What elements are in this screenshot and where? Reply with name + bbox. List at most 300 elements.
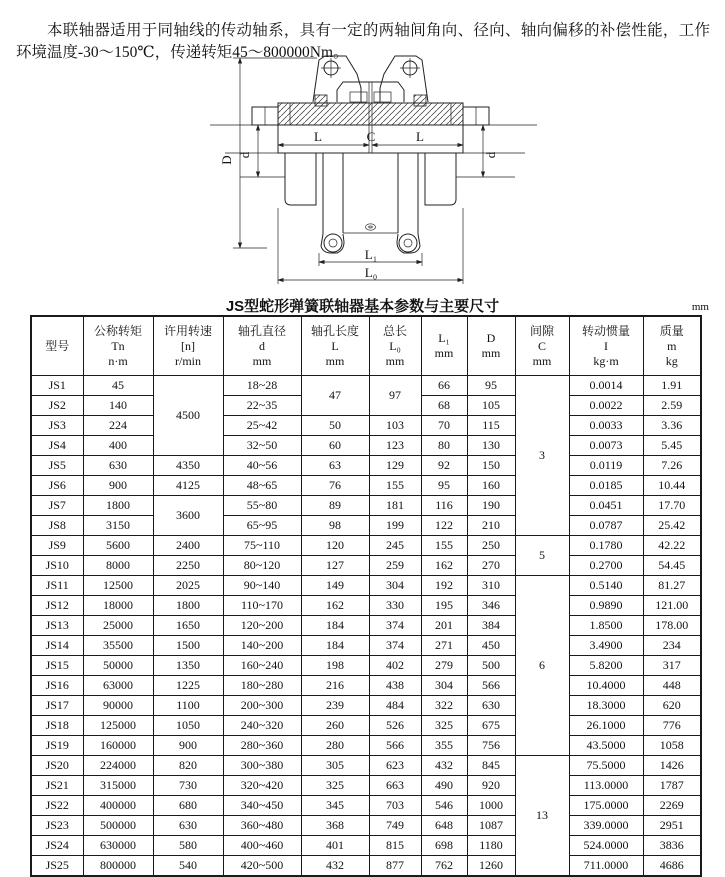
value-cell: 50000 [83,656,153,676]
value-cell: 18.3000 [569,696,643,716]
value-cell: 198 [301,656,369,676]
value-cell: 374 [369,616,421,636]
value-cell: 8000 [83,556,153,576]
model-cell: JS6 [31,476,83,496]
bolt-right-icon [399,234,417,252]
value-cell: 438 [369,676,421,696]
value-cell: 116 [421,496,467,516]
value-cell: 130 [467,436,515,456]
value-cell: 815 [369,836,421,856]
value-cell: 184 [301,616,369,636]
value-cell: 566 [467,676,515,696]
value-cell: 1787 [643,776,701,796]
value-cell: 630 [467,696,515,716]
value-cell: 162 [421,556,467,576]
value-cell: 240~320 [223,716,301,736]
value-cell: 201 [421,616,467,636]
value-cell: 162 [301,596,369,616]
hub-left [285,153,316,205]
value-cell: 1100 [153,696,223,716]
value-cell: 123 [369,436,421,456]
value-cell: 260 [301,716,369,736]
model-cell: JS20 [31,756,83,776]
table-row [31,696,701,716]
value-cell: 155 [421,536,467,556]
value-cell: 580 [153,836,223,856]
value-cell: 32~50 [223,436,301,456]
value-cell: 81.27 [643,576,701,596]
value-cell: 42.22 [643,536,701,556]
value-cell: 2250 [153,556,223,576]
table-row [31,516,701,536]
table-body [31,376,701,877]
value-cell: 270 [467,556,515,576]
value-cell: 200~300 [223,696,301,716]
model-cell: JS14 [31,636,83,656]
value-cell: 1800 [83,496,153,516]
model-cell: JS19 [31,736,83,756]
value-cell: 304 [421,676,467,696]
bolt-hole-left-icon [321,58,341,78]
value-cell: 0.0033 [569,416,643,436]
cap-detail-right [374,92,391,102]
value-cell: 140 [83,396,153,416]
value-cell: 5.45 [643,436,701,456]
value-cell: 703 [369,796,421,816]
value-cell: 68 [421,396,467,416]
value-cell: 234 [643,636,701,656]
value-cell: 3836 [643,836,701,856]
value-cell: 346 [467,596,515,616]
table-row [31,636,701,656]
value-cell: 1050 [153,716,223,736]
model-cell: JS9 [31,536,83,556]
value-cell: 325 [421,716,467,736]
value-cell: 47 [301,376,369,416]
value-cell: 630 [153,816,223,836]
table-row [31,436,701,456]
value-cell: 17.70 [643,496,701,516]
col-header-gap_C: 间隙 C mm [515,316,569,376]
model-cell: JS17 [31,696,83,716]
table-row [31,816,701,836]
value-cell: 762 [421,856,467,877]
value-cell: 181 [369,496,421,516]
value-cell: 110~170 [223,596,301,616]
value-cell: 127 [301,556,369,576]
table-unit-note: mm [691,301,709,313]
value-cell: 120 [301,536,369,556]
value-cell: 756 [467,736,515,756]
value-cell: 45 [83,376,153,396]
value-cell: 4686 [643,856,701,877]
table-row [31,616,701,636]
col-header-D: D mm [467,316,515,376]
table-row [31,576,701,596]
model-cell: JS13 [31,616,83,636]
value-cell: 75.5000 [569,756,643,776]
model-cell: JS12 [31,596,83,616]
value-cell: 239 [301,696,369,716]
value-cell: 60 [301,436,369,456]
model-cell: JS22 [31,796,83,816]
value-cell: 368 [301,816,369,836]
value-cell: 160000 [83,736,153,756]
value-cell: 89 [301,496,369,516]
value-cell: 1000 [467,796,515,816]
model-cell: JS21 [31,776,83,796]
col-header-model: 型号 [31,316,83,376]
flange-band [278,103,463,125]
value-cell: 22~35 [223,396,301,416]
value-cell: 245 [369,536,421,556]
value-cell: 820 [153,756,223,776]
value-cell: 18~28 [223,376,301,396]
value-cell: 500000 [83,816,153,836]
table-row [31,596,701,616]
value-cell: 1225 [153,676,223,696]
value-cell: 749 [369,816,421,836]
value-cell: 845 [467,756,515,776]
value-cell: 210 [467,516,515,536]
value-cell: 630 [83,456,153,476]
value-cell: 800000 [83,856,153,877]
value-cell: 540 [153,856,223,877]
table-row [31,416,701,436]
model-cell: JS18 [31,716,83,736]
value-cell: 103 [369,416,421,436]
table-row [31,776,701,796]
value-cell: 90000 [83,696,153,716]
model-cell: JS1 [31,376,83,396]
value-cell: 178.00 [643,616,701,636]
value-cell: 374 [369,636,421,656]
table-row [31,676,701,696]
value-cell: 13 [515,756,569,877]
value-cell: 25000 [83,616,153,636]
value-cell: 4500 [153,376,223,456]
value-cell: 1800 [153,596,223,616]
coupling-drawing [185,50,585,290]
col-header-inertia: 转动惯量 I kg·m [569,316,643,376]
value-cell: 0.0185 [569,476,643,496]
value-cell: 400000 [83,796,153,816]
value-cell: 402 [369,656,421,676]
value-cell: 776 [643,716,701,736]
value-cell: 149 [301,576,369,596]
value-cell: 5600 [83,536,153,556]
value-cell: 0.5140 [569,576,643,596]
value-cell: 26.1000 [569,716,643,736]
value-cell: 310 [467,576,515,596]
value-cell: 711.0000 [569,856,643,877]
value-cell: 663 [369,776,421,796]
value-cell: 95 [467,376,515,396]
value-cell: 315000 [83,776,153,796]
table-header [31,316,701,376]
value-cell: 0.0022 [569,396,643,416]
value-cell: 304 [369,576,421,596]
value-cell: 630000 [83,836,153,856]
table-row [31,496,701,516]
model-cell: JS15 [31,656,83,676]
value-cell: 305 [301,756,369,776]
value-cell: 0.0014 [569,376,643,396]
value-cell: 3.36 [643,416,701,436]
model-cell: JS25 [31,856,83,877]
value-cell: 1087 [467,816,515,836]
hub-right [425,153,456,205]
value-cell: 620 [643,696,701,716]
value-cell: 7.26 [643,456,701,476]
value-cell: 224000 [83,756,153,776]
value-cell: 66 [421,376,467,396]
value-cell: 401 [301,836,369,856]
value-cell: 680 [153,796,223,816]
value-cell: 80 [421,436,467,456]
model-cell: JS2 [31,396,83,416]
value-cell: 129 [369,456,421,476]
value-cell: 115 [467,416,515,436]
value-cell: 1350 [153,656,223,676]
value-cell: 63000 [83,676,153,696]
table-row [31,856,701,877]
col-header-bore_L: 轴孔长度 L mm [301,316,369,376]
value-cell: 76 [301,476,369,496]
value-cell: 360~480 [223,816,301,836]
value-cell: 330 [369,596,421,616]
value-cell: 3 [515,376,569,536]
value-cell: 566 [369,736,421,756]
value-cell: 4125 [153,476,223,496]
model-cell: JS24 [31,836,83,856]
value-cell: 1650 [153,616,223,636]
table-row [31,376,701,396]
value-cell: 0.0119 [569,456,643,476]
table-row [31,836,701,856]
value-cell: 448 [643,676,701,696]
value-cell: 25~42 [223,416,301,436]
value-cell: 120~200 [223,616,301,636]
value-cell: 0.0073 [569,436,643,456]
value-cell: 432 [301,856,369,877]
table-row [31,796,701,816]
value-cell: 4350 [153,456,223,476]
value-cell: 35500 [83,636,153,656]
value-cell: 5 [515,536,569,576]
value-cell: 97 [369,376,421,416]
value-cell: 920 [467,776,515,796]
value-cell: 0.9890 [569,596,643,616]
value-cell: 340~450 [223,796,301,816]
col-header-bore_d: 轴孔直径 d mm [223,316,301,376]
table-row [31,656,701,676]
value-cell: 259 [369,556,421,576]
value-cell: 1426 [643,756,701,776]
col-header-len_L0: 总长 L₀ mm [369,316,421,376]
table-row [31,736,701,756]
value-cell: 500 [467,656,515,676]
value-cell: 1.91 [643,376,701,396]
value-cell: 54.45 [643,556,701,576]
value-cell: 0.0451 [569,496,643,516]
value-cell: 322 [421,696,467,716]
spring-cap [337,82,404,102]
value-cell: 1058 [643,736,701,756]
value-cell: 384 [467,616,515,636]
value-cell: 50 [301,416,369,436]
table-row [31,716,701,736]
value-cell: 195 [421,596,467,616]
coupling-diagram [185,50,585,290]
model-cell: JS11 [31,576,83,596]
dim-label-d-left: d [237,151,252,159]
value-cell: 2025 [153,576,223,596]
value-cell: 877 [369,856,421,877]
value-cell: 192 [421,576,467,596]
value-cell: 5.8200 [569,656,643,676]
value-cell: 105 [467,396,515,416]
dim-label-L-left: L [314,129,322,144]
value-cell: 80~120 [223,556,301,576]
value-cell: 900 [153,736,223,756]
model-cell: JS16 [31,676,83,696]
value-cell: 339.0000 [569,816,643,836]
value-cell: 1260 [467,856,515,877]
value-cell: 345 [301,796,369,816]
value-cell: 320~420 [223,776,301,796]
col-header-torque: 公称转矩 Tn n·m [83,316,153,376]
value-cell: 490 [421,776,467,796]
value-cell: 2.59 [643,396,701,416]
value-cell: 400~460 [223,836,301,856]
model-cell: JS7 [31,496,83,516]
value-cell: 55~80 [223,496,301,516]
value-cell: 484 [369,696,421,716]
value-cell: 25.42 [643,516,701,536]
value-cell: 526 [369,716,421,736]
value-cell: 300~380 [223,756,301,776]
value-cell: 271 [421,636,467,656]
value-cell: 160 [467,476,515,496]
value-cell: 224 [83,416,153,436]
value-cell: 160~240 [223,656,301,676]
value-cell: 3.4900 [569,636,643,656]
bolt-hole-right-icon [400,58,420,78]
value-cell: 95 [421,476,467,496]
value-cell: 43.5000 [569,736,643,756]
value-cell: 92 [421,456,467,476]
value-cell: 12500 [83,576,153,596]
value-cell: 317 [643,656,701,676]
model-cell: JS3 [31,416,83,436]
value-cell: 150 [467,456,515,476]
model-cell: JS10 [31,556,83,576]
col-header-speed: 许用转速 [n] r/min [153,316,223,376]
dim-label-d-right: d [483,151,498,159]
dim-label-L0: L₀ [364,265,378,280]
value-cell: 0.0787 [569,516,643,536]
model-cell: JS4 [31,436,83,456]
value-cell: 190 [467,496,515,516]
value-cell: 113.0000 [569,776,643,796]
value-cell: 450 [467,636,515,656]
dim-label-L-right: L [416,129,424,144]
table-row [31,756,701,776]
value-cell: 325 [301,776,369,796]
value-cell: 250 [467,536,515,556]
value-cell: 155 [369,476,421,496]
value-cell: 121.00 [643,596,701,616]
value-cell: 524.0000 [569,836,643,856]
dim-label-C: C [366,129,376,144]
center-hole-icon [366,224,376,230]
table-row [31,556,701,576]
value-cell: 10.44 [643,476,701,496]
table-row [31,536,701,556]
value-cell: 675 [467,716,515,736]
value-cell: 280~360 [223,736,301,756]
table-row [31,476,701,496]
value-cell: 175.0000 [569,796,643,816]
value-cell: 3150 [83,516,153,536]
model-cell: JS8 [31,516,83,536]
value-cell: 122 [421,516,467,536]
value-cell: 279 [421,656,467,676]
bolt-left-icon [324,234,342,252]
value-cell: 280 [301,736,369,756]
value-cell: 125000 [83,716,153,736]
value-cell: 199 [369,516,421,536]
col-header-L1: L₁ mm [421,316,467,376]
value-cell: 18000 [83,596,153,616]
value-cell: 75~110 [223,536,301,556]
value-cell: 6 [515,576,569,756]
table-title: JS型蛇形弹簧联轴器基本参数与主要尺寸 [225,298,500,315]
value-cell: 400 [83,436,153,456]
value-cell: 2400 [153,536,223,556]
value-cell: 355 [421,736,467,756]
dim-label-D: D [219,155,234,165]
value-cell: 546 [421,796,467,816]
value-cell: 63 [301,456,369,476]
value-cell: 0.1780 [569,536,643,556]
value-cell: 698 [421,836,467,856]
value-cell: 1180 [467,836,515,856]
value-cell: 48~65 [223,476,301,496]
spec-table [30,315,702,877]
value-cell: 65~95 [223,516,301,536]
model-cell: JS5 [31,456,83,476]
value-cell: 648 [421,816,467,836]
dim-label-L1: L₁ [364,247,378,262]
value-cell: 2269 [643,796,701,816]
value-cell: 90~140 [223,576,301,596]
col-header-mass: 质量 m kg [643,316,701,376]
value-cell: 140~200 [223,636,301,656]
value-cell: 70 [421,416,467,436]
intro-paragraph: 本联轴器适用于同轴线的传动轴系，具有一定的两轴间角向、径向、轴向偏移的补偿性能，工作环境温度-30～150℃，传递转矩45～800000Nm。 [16,21,710,61]
value-cell: 2951 [643,816,701,836]
value-cell: 1500 [153,636,223,656]
value-cell: 180~280 [223,676,301,696]
value-cell: 730 [153,776,223,796]
value-cell: 216 [301,676,369,696]
value-cell: 420~500 [223,856,301,877]
value-cell: 900 [83,476,153,496]
value-cell: 98 [301,516,369,536]
value-cell: 432 [421,756,467,776]
